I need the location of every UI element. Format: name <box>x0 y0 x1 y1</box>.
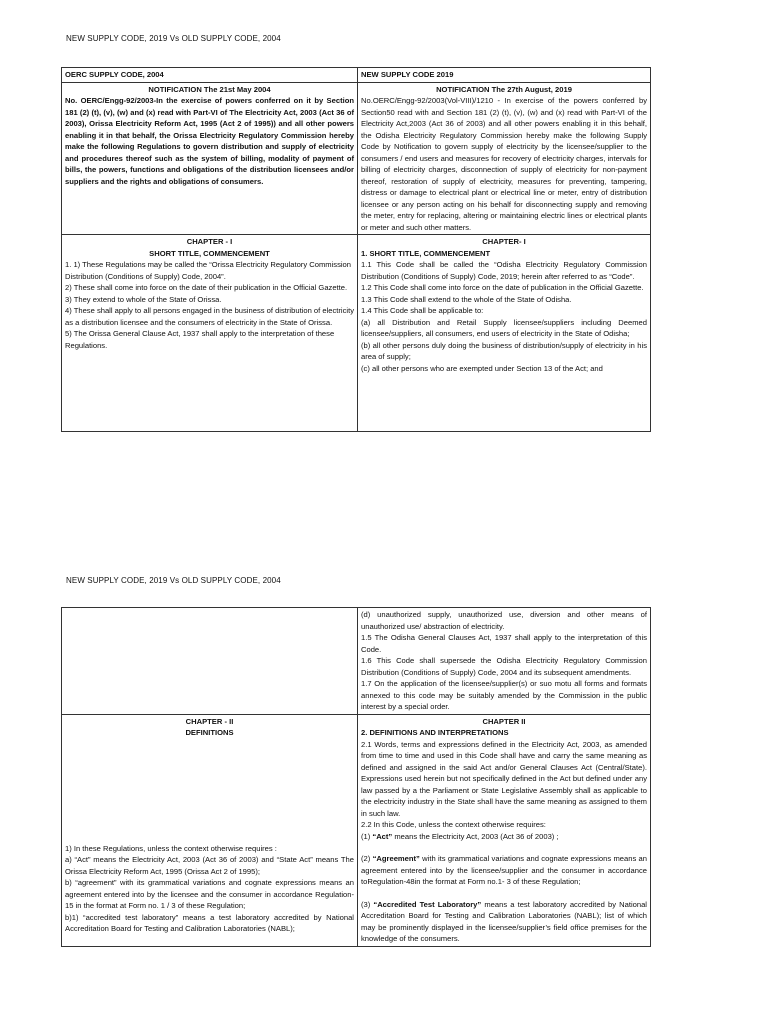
old-notification-cell <box>62 82 358 235</box>
list-item: 5) The Orissa General Clause Act, 1937 shall apply to the interpretation of these Regulations. <box>65 329 335 350</box>
list-item: 1.1 This Code shall be called the “Odisha Electricity Regulatory Commission Distribution (Conditions of Supply) Code, 2019; herein after referred to as “Code”. <box>361 260 647 281</box>
list-item: 1. 1) These Regulations may be called the “Orissa Electricity Regulatory Commission Distribution (Conditions of Supply) Code, 2004”. <box>65 260 352 281</box>
definition-text: means a test laboratory accredited by National Accreditation Board for Testing and Calibration Laboratories (NABL); list of which may be prominently displayed in the licensee/supplier’s field office premises for the knowledge of the consumers. <box>361 899 647 943</box>
new-chapter2-cell <box>358 714 651 946</box>
list-item: 1.2 This Code shall come into force on the date of publication in the Official Gazette. <box>361 283 644 292</box>
list-item: 1.5 The Odisha General Clauses Act, 1937 shall apply to the interpretation of this Code. <box>361 633 647 654</box>
list-item: (b) all other persons duly doing the business of distribution/supply of electricity in his area of supply; <box>361 340 647 361</box>
list-item: 1) In these Regulations, unless the context otherwise requires : <box>65 843 277 853</box>
list-item: b)1) “accredited test laboratory” means a test laboratory accredited by National Accreditation Board for Testing and Calibration Laboratories (NABL); <box>65 912 354 933</box>
old-chapter-heading: CHAPTER - I <box>186 237 233 246</box>
table-row <box>62 235 651 432</box>
definition-accredited-lab <box>361 899 647 945</box>
new-notification-cell <box>358 82 651 235</box>
comparison-table-page1 <box>61 67 651 432</box>
new-chapter-heading: CHAPTER II <box>482 716 526 726</box>
old-notification-body: No. OERC/Engg-92/2003-In the exercise of powers conferred on it by Section 181 (2) (t), (v), (w) and (x) read with Part-VI of The Electricity Act, 2003 (Act 36 of 2003), Orissa Electricity Reform Act, 1995 (Act 2 of 1995)) and all other powers enabling it in that behalf, the Orissa Electricity Regulatory Commission hereby make the following Regulations to govern distribution and supply of electricity and procedures thereof such as the system of billing, modality of payment of bills, the powers, functions and obligations of the distribution licensees and/or suppliers and the rights and obligations of consumers. <box>65 96 354 186</box>
list-item: 1.7 On the application of the licensee/supplier(s) or suo motu all forms and formats annexed to this code may be suitably amended by the Commission in the public interest by a special order. <box>361 679 647 711</box>
list-item: 2.2 In this Code, unless the context otherwise requires: <box>361 820 546 829</box>
definition-agreement <box>361 853 647 888</box>
table-row <box>62 608 651 715</box>
old-chapter2-cell <box>62 714 358 946</box>
list-item: 4) These shall apply to all persons engaged in the business of distribution of electricity as a distribution licensee and the consumers of electricity in the State of Orissa. <box>65 306 355 327</box>
column-header-old: OERC SUPPLY CODE, 2004 <box>62 68 358 83</box>
list-item: b) “agreement” with its grammatical variations and cognate expressions means an agreement entered into by the licensee and the consumer in accordance Regulation-15 in the format at Form no. 1 / 3 of these Regulation; <box>65 878 354 910</box>
old-notification-title: NOTIFICATION The 21st May 2004 <box>148 84 271 94</box>
new-notification-body: No.OERC/Engg-92/2003(Vol-VIII)/1210 - In exercise of the powers conferred by Section50 read with and Section 181 (2) (t), (v), (w) and (x) read with Part-VI of the Electricity Act,2003 (Act 36 of 2003) and all other powers enabling it in this behalf, the Odisha Electricity Regulatory Commission hereby make the following Supply Code by Notification to govern supply of electricity by the licensee/supplier to the consumers / end users and measures for recovery of electricity charges, intervals for billing of electricity charges, disconnection of supply of electricity for non-payment thereof, restoration of supply of electricity, measures for preventing, tampering, distress or damage to electrical plant or electrical line or meter, entry of distribution licensee or any person acting on his behalf for disconnecting supply and removing the meter, entry for replacing, altering or maintaining electric lines or electrical plants or meter and such other matters. <box>361 96 647 232</box>
new-continuation-cell <box>358 608 651 715</box>
definition-act <box>361 831 647 843</box>
new-chapter-heading: CHAPTER- I <box>482 237 526 246</box>
definition-term: “Accredited Test Laboratory” <box>373 899 482 909</box>
definition-term: “Act” <box>372 831 393 841</box>
list-item: 2.1 Words, terms and expressions defined in the Electricity Act, 2003, as amended from time to time and used in this Code shall have and carry the same meaning as defined and assigned in the said Act and/or General Clauses Act (Central/State). Expressions used herein but not specifically defined in the Act but defined under any law passed by a the Parliament or State Legislative Assembly shall as applicable to the electricity industry in the State shall have the same meaning as assigned to them in such law. <box>361 739 647 818</box>
old-chapter-title: DEFINITIONS <box>185 728 234 737</box>
list-item: 3) They extend to whole of the State of Orissa. <box>65 294 222 304</box>
list-item: 2) These shall come into force on the date of their publication in the Official Gazette. <box>65 283 348 292</box>
table-row <box>62 714 651 946</box>
list-item: (c) all other persons who are exempted under Section 13 of the Act; and <box>361 363 603 373</box>
old-chapter-heading: CHAPTER - II <box>185 716 234 726</box>
old-empty-cell <box>62 608 358 715</box>
definition-text: means the Electricity Act, 2003 (Act 36 of 2003) ; <box>392 831 559 841</box>
new-chapter-title: 2. DEFINITIONS AND INTERPRETATIONS <box>361 728 509 737</box>
list-item: 1.4 This Code shall be applicable to: <box>361 306 484 315</box>
table-row <box>62 68 651 83</box>
list-item: 1.3 This Code shall extend to the whole of the State of Odisha. <box>361 294 572 304</box>
definition-term: “Agreement” <box>372 854 420 863</box>
table-row <box>62 82 651 235</box>
page-header: NEW SUPPLY CODE, 2019 Vs OLD SUPPLY CODE, 2004 <box>66 576 281 585</box>
new-chapter1-cell <box>358 235 651 432</box>
column-header-new: NEW SUPPLY CODE 2019 <box>358 68 651 83</box>
new-chapter-title: 1. SHORT TITLE, COMMENCEMENT <box>361 248 491 258</box>
list-item: 1.6 This Code shall supersede the Odisha Electricity Regulatory Commission Distribution (Conditions of Supply) Code, 2004 and its subsequent amendments. <box>361 656 647 677</box>
old-chapter-title: SHORT TITLE, COMMENCEMENT <box>149 248 270 258</box>
list-item: a) “Act” means the Electricity Act, 2003 (Act 36 of 2003) and “State Act” means The Orissa Electricity Reform Act, 1995 (Orissa Act 2 of 1995); <box>65 855 354 876</box>
definition-number: (3) <box>361 899 374 909</box>
list-item: (d) unauthorized supply, unauthorized use, diversion and other means of unauthorized use/ abstraction of electricity. <box>361 610 647 631</box>
comparison-table-page2 <box>61 607 651 947</box>
definition-number: (1) <box>361 831 373 841</box>
new-notification-title: NOTIFICATION The 27th August, 2019 <box>436 84 572 94</box>
page-header: NEW SUPPLY CODE, 2019 Vs OLD SUPPLY CODE, 2004 <box>66 34 281 43</box>
old-chapter1-cell <box>62 235 358 432</box>
definition-number: (2) <box>361 854 373 863</box>
definition-text: with its grammatical variations and cognate expressions means an agreement entered into by the licensee/supplier and the consumer in accordance toRegulation-48in the format at Form no.1- 3 of these Regulation; <box>361 854 647 886</box>
list-item: (a) all Distribution and Retail Supply licensee/suppliers including Deemed licensee/suppliers, all consumers, end users of electricity in the State of Odisha; <box>361 317 647 338</box>
